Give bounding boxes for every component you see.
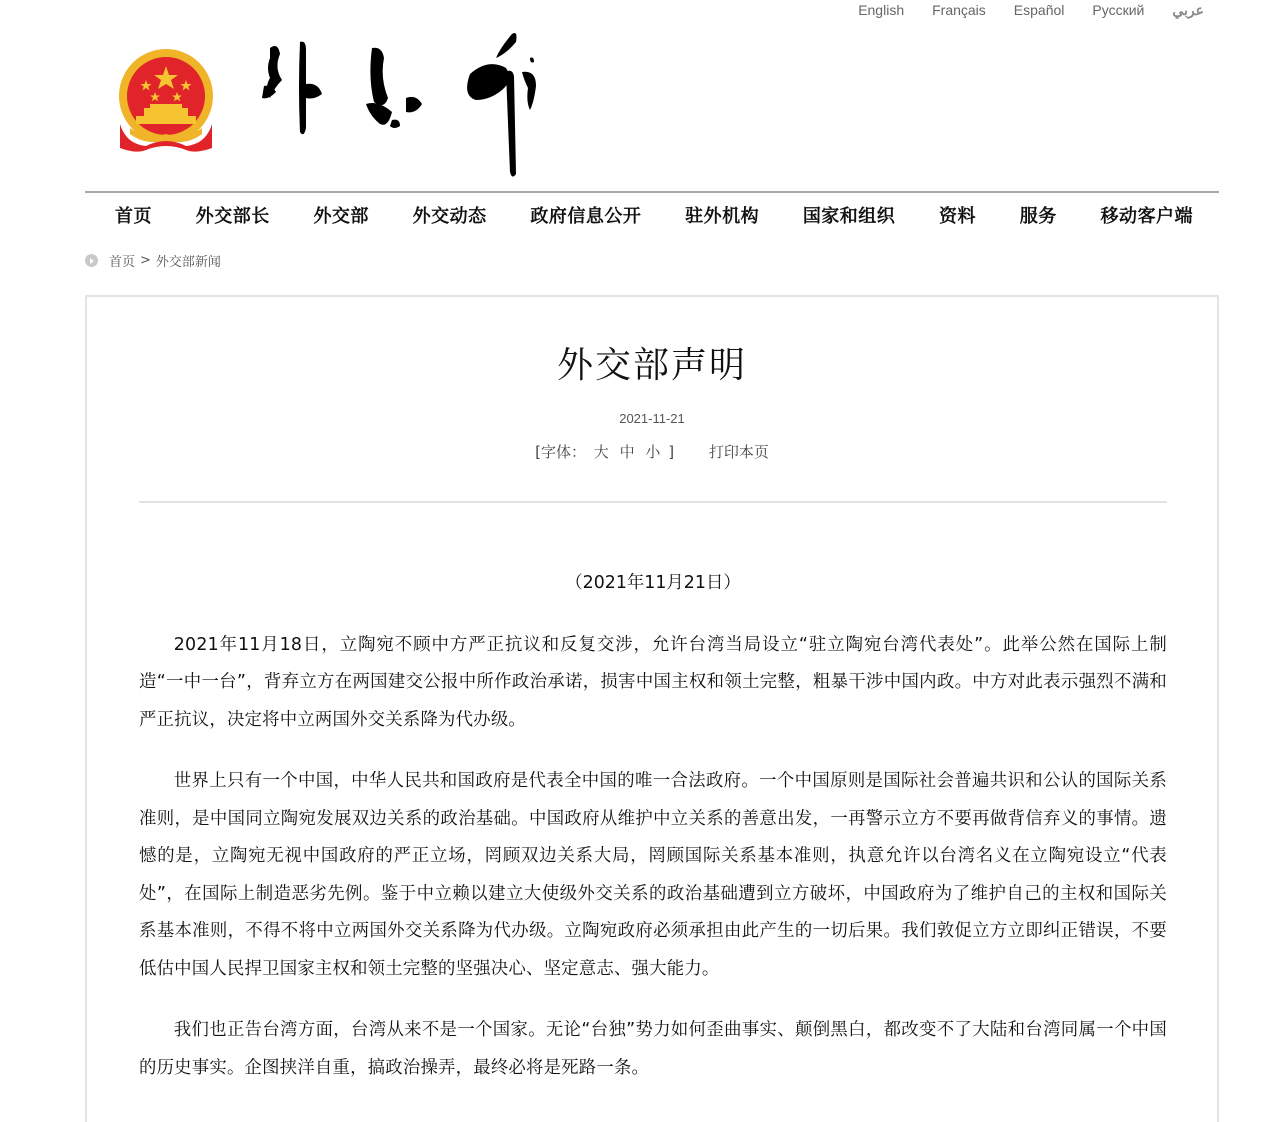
- national-emblem-icon[interactable]: [116, 48, 216, 154]
- nav-item-minister[interactable]: 外交部长: [195, 206, 270, 227]
- nav-item-home[interactable]: 首页: [115, 206, 152, 227]
- font-size-label: [字体：: [535, 443, 587, 461]
- article-tools: [87, 441, 1217, 462]
- nav-item-mobile[interactable]: 移动客户端: [1100, 206, 1193, 227]
- article-container: [85, 295, 1219, 1122]
- breadcrumb-home[interactable]: 首页: [109, 255, 136, 270]
- nav-item-gov-info[interactable]: 政府信息公开: [530, 206, 642, 227]
- lang-french[interactable]: Français: [932, 2, 986, 18]
- breadcrumb: [85, 251, 221, 270]
- lang-russian[interactable]: Русский: [1092, 2, 1145, 18]
- article-paragraph: 我们也正告台湾方面，台湾从来不是一个国家。无论“台独”势力如何歪曲事实、颠倒黑白，都改变不了大陆和台湾同属一个中国的历史事实。企图挟洋自重，搞政治操弄，最终必将是死路一条。: [139, 1020, 1167, 1078]
- nav-item-countries[interactable]: 国家和组织: [802, 206, 896, 227]
- article-paragraph: 2021年11月18日，立陶宛不顾中方严正抗议和反复交涉，允许台湾当局设立“驻立陶宛台湾代表处”。此举公然在国际上制造“一中一台”，背弃立方在两国建交公报中所作政治承诺，损害中国主权和领土完整，粗暴干涉中国内政。中方对此表示强烈不满和严正抗议，决定将中立两国外交关系降为代办级。: [139, 634, 1167, 730]
- article-body: [139, 565, 1167, 1111]
- lang-spanish[interactable]: Español: [1013, 2, 1065, 18]
- lang-english[interactable]: English: [858, 2, 905, 18]
- main-nav: [85, 200, 1219, 234]
- breadcrumb-news[interactable]: 外交部新闻: [155, 255, 221, 270]
- font-size-bracket: ]: [668, 443, 675, 461]
- font-size-large-button[interactable]: 大: [593, 443, 609, 461]
- font-size-medium-button[interactable]: 中: [619, 443, 635, 461]
- font-size-controls: [535, 443, 679, 461]
- print-button[interactable]: 打印本页: [708, 443, 769, 461]
- article-title: 外交部声明: [556, 345, 747, 386]
- nav-item-missions[interactable]: 驻外机构: [685, 206, 760, 227]
- site-header: [110, 28, 610, 188]
- article-date: 2021-11-21: [619, 411, 685, 426]
- article-subdate: （2021年11月21日）: [565, 573, 741, 593]
- nav-top-rule: [85, 191, 1219, 193]
- ministry-logo-calligraphy[interactable]: [260, 28, 560, 180]
- lang-arabic[interactable]: عربي: [1172, 2, 1204, 18]
- nav-item-ministry[interactable]: 外交部: [313, 206, 369, 227]
- font-size-small-button[interactable]: 小: [645, 443, 661, 461]
- article-paragraph: 世界上只有一个中国，中华人民共和国政府是代表全中国的唯一合法政府。一个中国原则是国际社会普遍共识和公认的国际关系准则，是中国同立陶宛发展双边关系的政治基础。中国政府从维护中立关系的善意出发，一再警示立方不要再做背信弃义的事情。遗憾的是，立陶宛无视中国政府的严正立场，罔顾双边关系大局，罔顾国际关系基本准则，执意允许以台湾名义在立陶宛设立“代表处”，在国际上制造恶劣先例。鉴于中立赖以建立大使级外交关系的政治基础遭到立方破坏，中国政府为了维护自己的主权和国际关系基本准则，不得不将中立两国外交关系降为代办级。立陶宛政府必须承担由此产生的一切后果。我们敦促立方立即纠正错误，不要低估中国人民捍卫国家主权和领土完整的坚强决心、坚定意志、强大能力。: [139, 771, 1167, 979]
- nav-item-services[interactable]: 服务: [1019, 206, 1057, 227]
- nav-item-activities[interactable]: 外交动态: [412, 206, 487, 227]
- nav-item-resources[interactable]: 资料: [939, 206, 977, 227]
- arrow-circle-icon: [85, 254, 98, 267]
- breadcrumb-separator: >: [140, 253, 151, 268]
- language-bar: [844, 0, 1204, 22]
- article-divider: [139, 501, 1167, 503]
